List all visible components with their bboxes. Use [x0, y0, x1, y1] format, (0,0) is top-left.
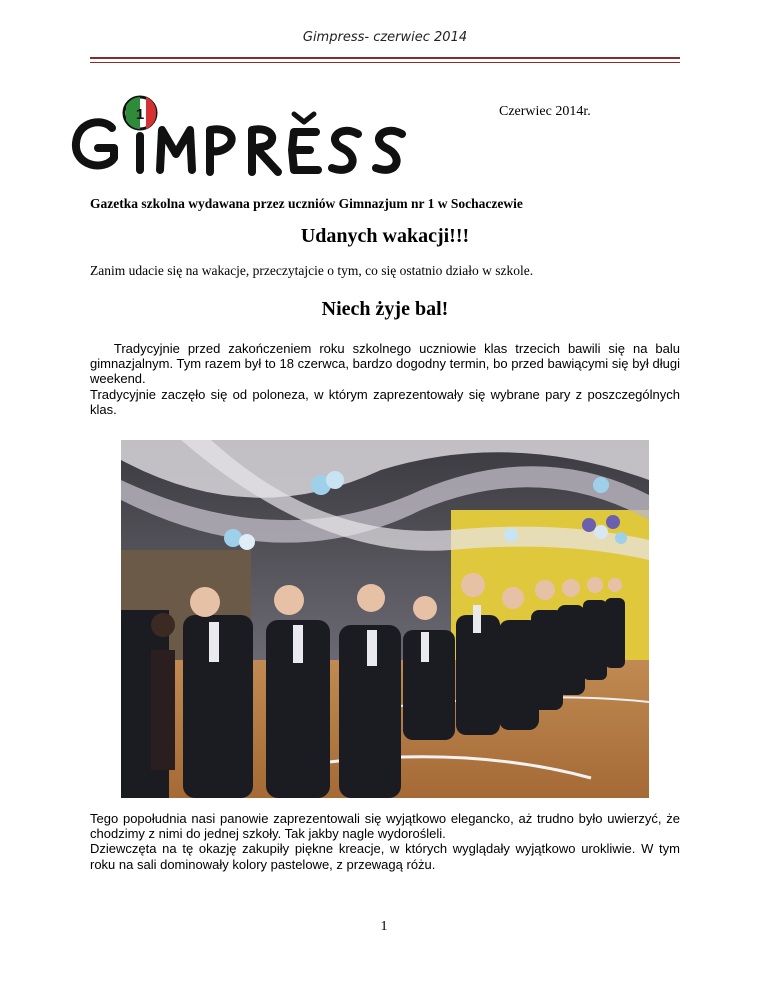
ball-photo: [121, 440, 649, 798]
gimpress-logo: [68, 88, 413, 178]
article-body-top: [90, 341, 684, 417]
article-paragraph: Dziewczęta na tę okazję zakupiły piękne kreacje, w których wyglądały wyjątkowo urokliwie. W tym roku na sali dominowały kolory pastelowe, z przewagą różu.: [90, 841, 680, 872]
article-paragraph: Tego popołudnia nasi panowie zaprezentowali się wyjątkowo elegancko, aż trudno było uwierzyć, że chodzimy z nimi do jednej szkoły. Tak jakby nagle wydorośleli.: [90, 811, 680, 842]
running-header: Gimpress- czerwiec 2014: [302, 30, 468, 45]
polonaise-dance-image: [121, 440, 649, 798]
newspaper-subtitle: Gazetka szkolna wydawana przez uczniów Gimnazjum nr 1 w Sochaczewie: [90, 196, 523, 211]
article-body-bottom: [90, 811, 680, 872]
headline: Udanych wakacji!!!: [300, 225, 470, 247]
article-title: Niech żyje bal!: [321, 298, 449, 320]
header-rule-thin: [90, 62, 680, 63]
article-paragraph: Tradycyjnie zaczęło się od poloneza, w którym zaprezentowały się wybrane pary z poszczególnych klas.: [90, 386, 680, 417]
logo-badge-icon: [124, 97, 156, 129]
header-rule: [90, 57, 680, 59]
logo-graphic: [68, 88, 413, 178]
svg-text:1: 1: [135, 106, 145, 123]
intro-text: Zanim udacie się na wakacje, przeczytajcie o tym, co się ostatnio działo w szkole.: [90, 263, 534, 278]
logo-letters: [76, 114, 402, 172]
page-number: 1: [380, 919, 388, 934]
issue-date: Czerwiec 2014r.: [499, 104, 591, 119]
article-paragraph: Tradycyjnie przed zakończeniem roku szkolnego uczniowie klas trzecich bawili się na balu gimnazjalnym. Tym razem był to 18 czerwca, bardzo dogodny termin, bo przed bawiącymi się był długi weekend.: [90, 341, 684, 387]
